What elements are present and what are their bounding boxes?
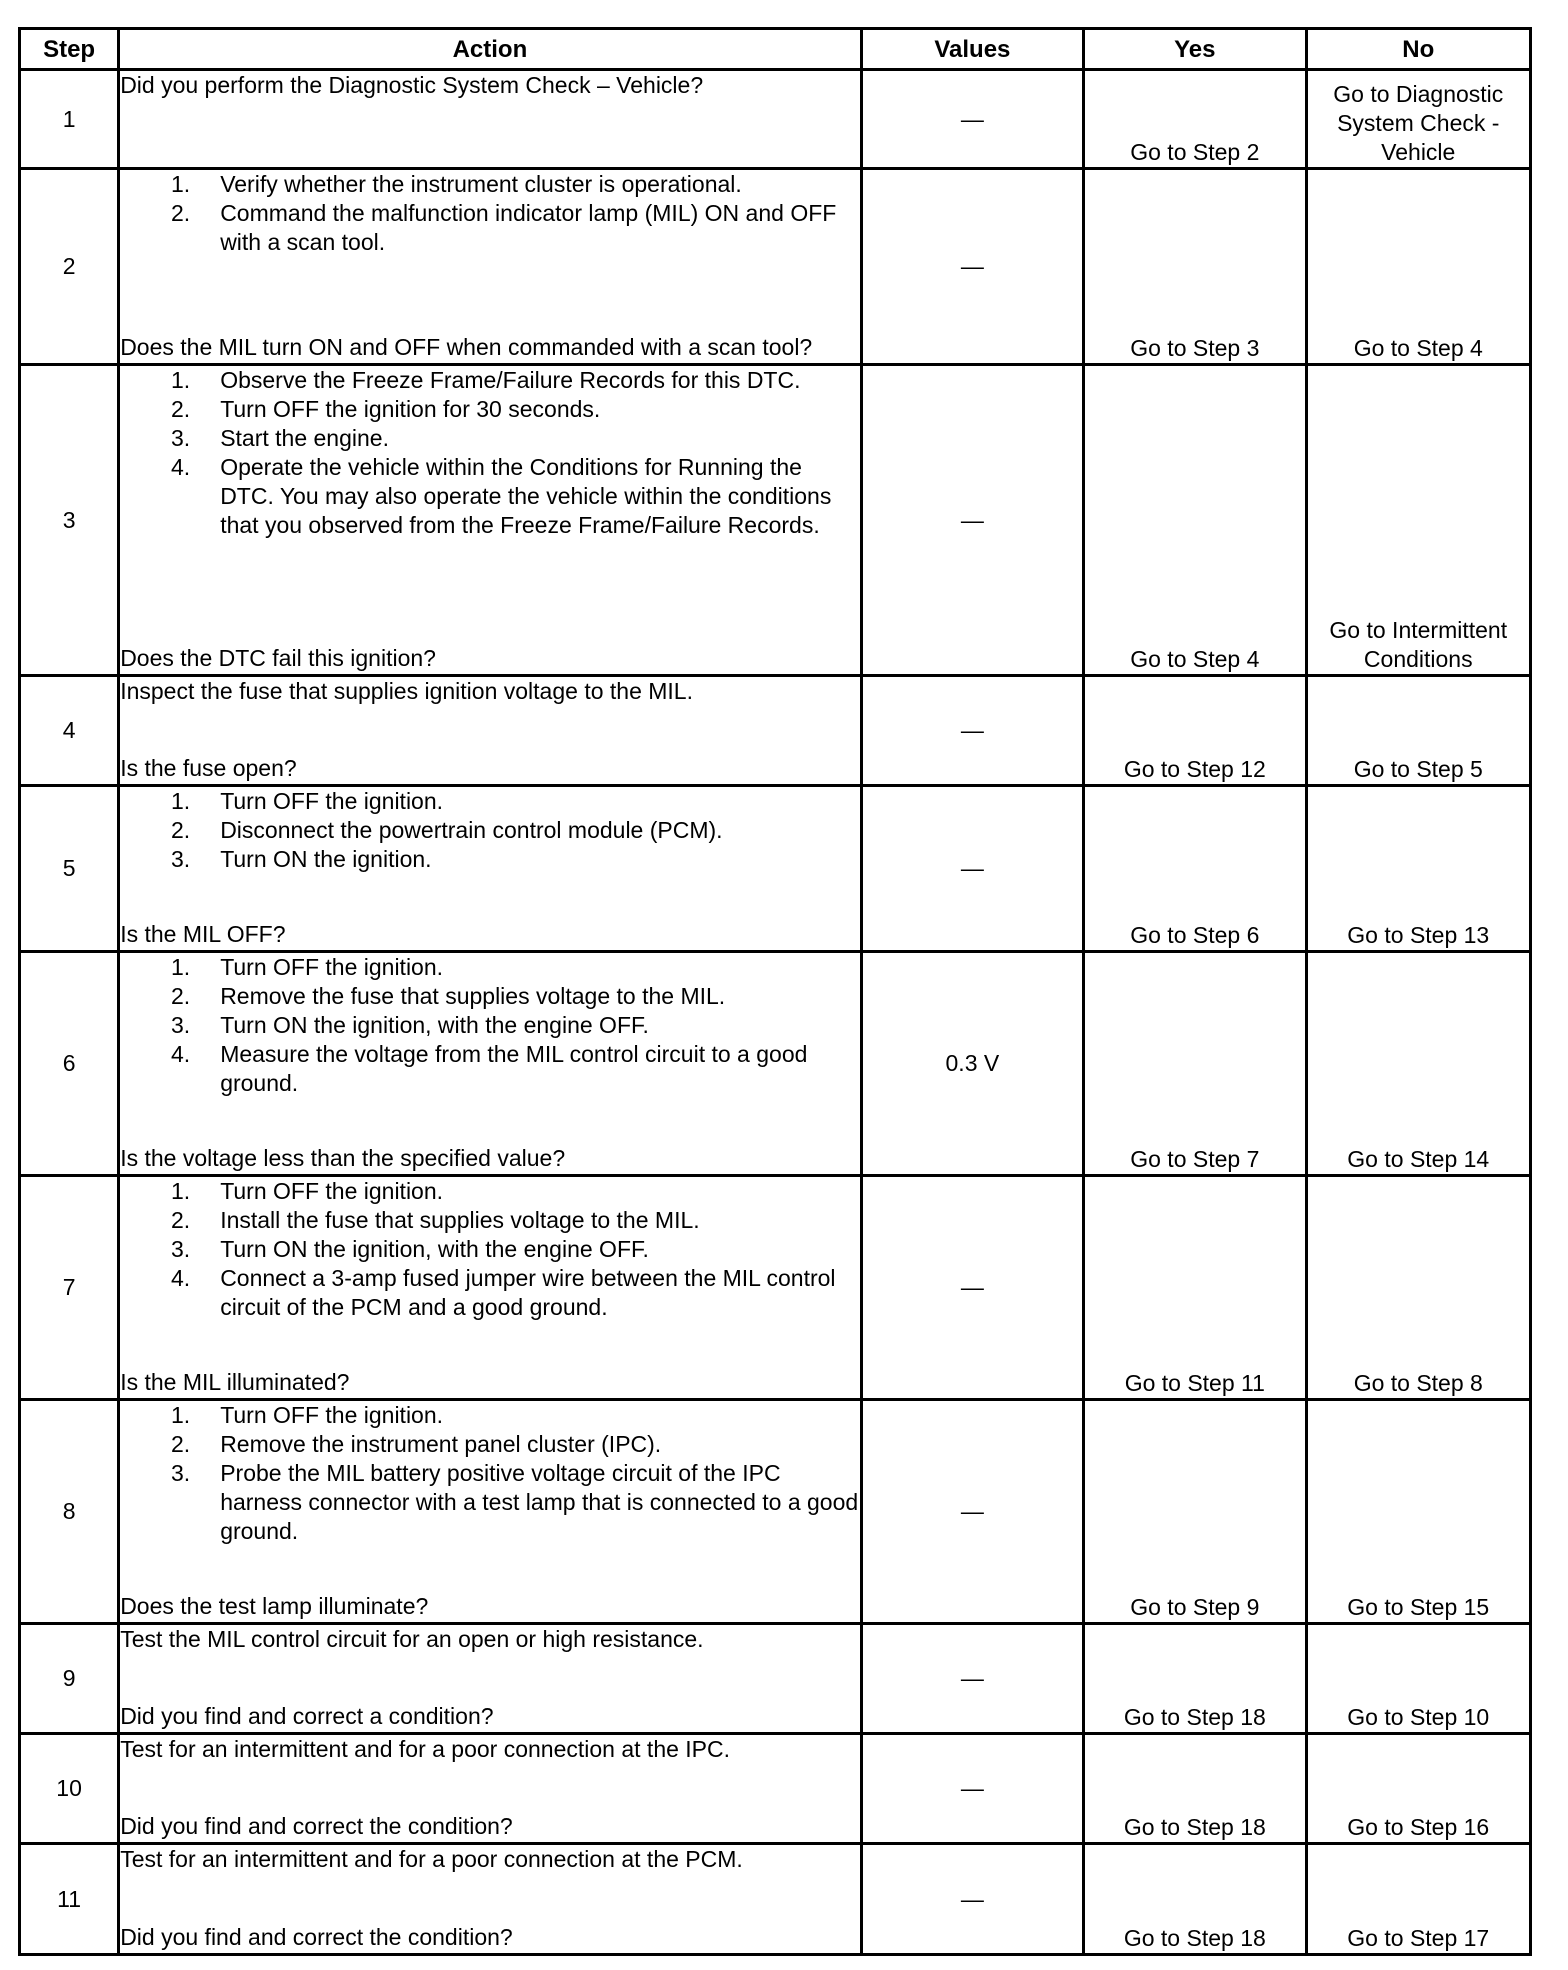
step-number: 9 <box>20 1624 119 1734</box>
list-text: Observe the Freeze Frame/Failure Records for this DTC. <box>220 367 801 393</box>
action-cell <box>119 365 861 676</box>
list-number: 2. <box>171 200 191 226</box>
step-number: 7 <box>20 1176 119 1400</box>
step-number: 11 <box>20 1844 119 1955</box>
action-list-item <box>120 424 859 453</box>
list-number: 4. <box>171 454 191 480</box>
action-intro: Inspect the fuse that supplies ignition voltage to the MIL. <box>120 678 693 704</box>
list-text: Turn ON the ignition. <box>220 846 432 872</box>
yes-cell: Go to Step 7 <box>1084 952 1306 1176</box>
action-list-item <box>120 816 859 845</box>
list-text: Turn ON the ignition, with the engine OFF. <box>220 1012 649 1038</box>
yes-cell: Go to Step 18 <box>1084 1734 1306 1844</box>
list-number: 2. <box>171 983 191 1009</box>
list-text: Turn OFF the ignition for 30 seconds. <box>220 396 601 422</box>
action-list-item <box>120 1264 859 1322</box>
no-cell: Go to Step 10 <box>1306 1624 1530 1734</box>
list-text: Operate the vehicle within the Conditions for Running the DTC. You may also operate the vehicle within the conditions that you observed from the Freeze Frame/Failure Records. <box>220 454 832 538</box>
no-cell: Go to Step 16 <box>1306 1734 1530 1844</box>
list-number: 1. <box>171 367 191 393</box>
step-number: 2 <box>20 169 119 365</box>
yes-cell: Go to Step 3 <box>1084 169 1306 365</box>
action-list-item <box>120 845 859 874</box>
value-cell: — <box>861 70 1083 169</box>
table-row <box>20 1400 1531 1624</box>
yes-cell: Go to Step 9 <box>1084 1400 1306 1624</box>
list-text: Turn OFF the ignition. <box>220 1178 444 1204</box>
list-number: 3. <box>171 1012 191 1038</box>
list-text: Verify whether the instrument cluster is operational. <box>220 171 742 197</box>
no-cell: Go to Step 13 <box>1306 786 1530 952</box>
action-question: Did you find and correct a condition? <box>120 1703 494 1729</box>
list-number: 2. <box>171 817 191 843</box>
action-list-item <box>120 1011 859 1040</box>
header-row <box>20 29 1531 70</box>
header-yes: Yes <box>1084 29 1306 70</box>
action-list <box>120 170 859 257</box>
list-text: Install the fuse that supplies voltage to the MIL. <box>220 1207 700 1233</box>
list-number: 2. <box>171 1431 191 1457</box>
step-number: 5 <box>20 786 119 952</box>
action-cell <box>119 676 861 786</box>
list-text: Turn ON the ignition, with the engine OFF. <box>220 1236 649 1262</box>
action-list-item <box>120 170 859 199</box>
action-question: Did you find and correct the condition? <box>120 1924 513 1950</box>
list-text: Remove the instrument panel cluster (IPC). <box>220 1431 662 1457</box>
action-question: Is the MIL OFF? <box>120 921 286 947</box>
table-row <box>20 952 1531 1176</box>
action-cell <box>119 70 861 169</box>
list-text: Measure the voltage from the MIL control circuit to a good ground. <box>220 1041 808 1096</box>
action-list <box>120 1177 859 1322</box>
yes-cell: Go to Step 18 <box>1084 1624 1306 1734</box>
action-cell <box>119 1844 861 1955</box>
table-row <box>20 1734 1531 1844</box>
list-number: 4. <box>171 1041 191 1067</box>
list-text: Remove the fuse that supplies voltage to the MIL. <box>220 983 726 1009</box>
header-values: Values <box>861 29 1083 70</box>
yes-cell: Go to Step 2 <box>1084 70 1306 169</box>
list-text: Connect a 3-amp fused jumper wire between the MIL control circuit of the PCM and a good ground. <box>220 1265 836 1320</box>
list-text: Command the malfunction indicator lamp (MIL) ON and OFF with a scan tool. <box>220 200 837 255</box>
list-number: 3. <box>171 425 191 451</box>
action-cell <box>119 1400 861 1624</box>
list-text: Disconnect the powertrain control module (PCM). <box>220 817 723 843</box>
no-cell: Go to Step 8 <box>1306 1176 1530 1400</box>
no-cell: Go to Step 4 <box>1306 169 1530 365</box>
list-number: 1. <box>171 171 191 197</box>
list-number: 3. <box>171 846 191 872</box>
action-question: Does the test lamp illuminate? <box>120 1593 429 1619</box>
action-intro: Did you perform the Diagnostic System Check – Vehicle? <box>120 72 704 98</box>
action-cell <box>119 1624 861 1734</box>
action-cell <box>119 1176 861 1400</box>
no-cell: Go to Step 5 <box>1306 676 1530 786</box>
list-text: Turn OFF the ignition. <box>220 788 444 814</box>
yes-cell: Go to Step 6 <box>1084 786 1306 952</box>
action-intro: Test for an intermittent and for a poor connection at the IPC. <box>120 1736 731 1762</box>
action-intro: Test for an intermittent and for a poor connection at the PCM. <box>120 1846 743 1872</box>
step-number: 1 <box>20 70 119 169</box>
table-row <box>20 786 1531 952</box>
action-list-item <box>120 1206 859 1235</box>
no-cell: Go to Diagnostic System Check - Vehicle <box>1306 70 1530 169</box>
value-cell: — <box>861 1624 1083 1734</box>
table-row <box>20 676 1531 786</box>
header-step: Step <box>20 29 119 70</box>
action-intro: Test the MIL control circuit for an open or high resistance. <box>120 1626 704 1652</box>
list-number: 1. <box>171 788 191 814</box>
action-list <box>120 1401 859 1546</box>
value-cell: — <box>861 676 1083 786</box>
list-number: 2. <box>171 396 191 422</box>
value-cell: — <box>861 169 1083 365</box>
value-cell: — <box>861 365 1083 676</box>
list-text: Probe the MIL battery positive voltage circuit of the IPC harness connector with a test lamp that is connected to a good ground. <box>220 1460 859 1544</box>
action-list-item <box>120 453 859 540</box>
action-list-item <box>120 787 859 816</box>
step-number: 10 <box>20 1734 119 1844</box>
action-cell <box>119 1734 861 1844</box>
action-question: Did you find and correct the condition? <box>120 1813 513 1839</box>
no-cell: Go to Step 14 <box>1306 952 1530 1176</box>
action-list <box>120 787 859 874</box>
no-cell: Go to Intermittent Conditions <box>1306 365 1530 676</box>
no-cell: Go to Step 17 <box>1306 1844 1530 1955</box>
action-list-item <box>120 1430 859 1459</box>
action-question: Is the MIL illuminated? <box>120 1369 350 1395</box>
list-number: 4. <box>171 1265 191 1291</box>
action-list-item <box>120 1459 859 1546</box>
table-row <box>20 70 1531 169</box>
action-list-item <box>120 395 859 424</box>
value-cell: — <box>861 1844 1083 1955</box>
header-action: Action <box>119 29 861 70</box>
list-number: 1. <box>171 1402 191 1428</box>
table-row <box>20 1176 1531 1400</box>
step-number: 3 <box>20 365 119 676</box>
list-number: 1. <box>171 954 191 980</box>
action-list-item <box>120 366 859 395</box>
action-list-item <box>120 199 859 257</box>
list-number: 3. <box>171 1236 191 1262</box>
step-number: 6 <box>20 952 119 1176</box>
yes-cell: Go to Step 12 <box>1084 676 1306 786</box>
value-cell: 0.3 V <box>861 952 1083 1176</box>
action-list-item <box>120 982 859 1011</box>
list-text: Start the engine. <box>220 425 389 451</box>
action-cell <box>119 169 861 365</box>
action-list-item <box>120 1401 859 1430</box>
list-number: 2. <box>171 1207 191 1233</box>
action-question: Is the fuse open? <box>120 755 297 781</box>
list-text: Turn OFF the ignition. <box>220 1402 444 1428</box>
yes-cell: Go to Step 18 <box>1084 1844 1306 1955</box>
action-list-item <box>120 1177 859 1206</box>
action-list-item <box>120 1040 859 1098</box>
header-no: No <box>1306 29 1530 70</box>
diagnostic-table <box>18 27 1532 1956</box>
value-cell: — <box>861 1176 1083 1400</box>
list-number: 3. <box>171 1460 191 1486</box>
step-number: 4 <box>20 676 119 786</box>
table-row <box>20 169 1531 365</box>
action-cell <box>119 786 861 952</box>
no-cell: Go to Step 15 <box>1306 1400 1530 1624</box>
action-list-item <box>120 953 859 982</box>
action-question: Does the DTC fail this ignition? <box>120 645 436 671</box>
yes-cell: Go to Step 4 <box>1084 365 1306 676</box>
list-text: Turn OFF the ignition. <box>220 954 444 980</box>
list-number: 1. <box>171 1178 191 1204</box>
value-cell: — <box>861 1734 1083 1844</box>
action-cell <box>119 952 861 1176</box>
action-question: Is the voltage less than the specified value? <box>120 1145 566 1171</box>
table-row <box>20 365 1531 676</box>
action-list-item <box>120 1235 859 1264</box>
action-question: Does the MIL turn ON and OFF when commanded with a scan tool? <box>120 334 813 360</box>
action-list <box>120 953 859 1098</box>
table-row <box>20 1844 1531 1955</box>
value-cell: — <box>861 786 1083 952</box>
value-cell: — <box>861 1400 1083 1624</box>
yes-cell: Go to Step 11 <box>1084 1176 1306 1400</box>
step-number: 8 <box>20 1400 119 1624</box>
table-row <box>20 1624 1531 1734</box>
action-list <box>120 366 859 540</box>
